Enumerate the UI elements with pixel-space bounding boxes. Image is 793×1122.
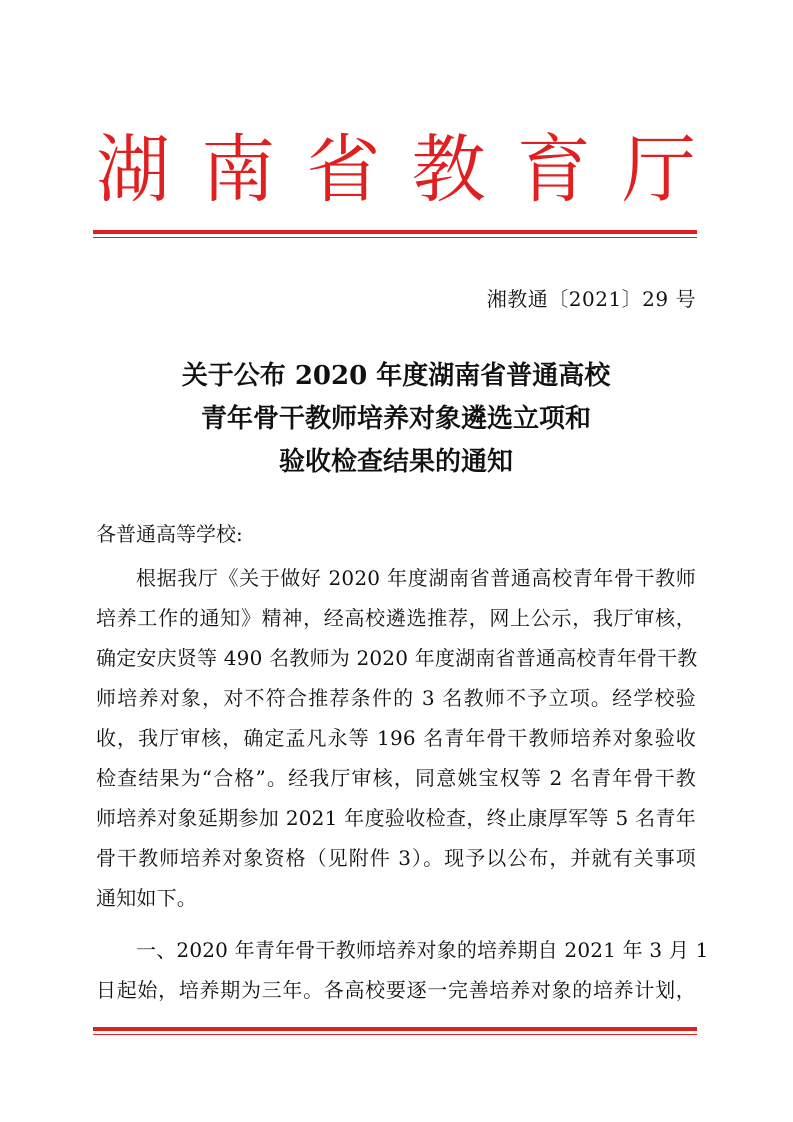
title-line: 关于公布 2020 年度湖南省普通高校 <box>181 361 611 391</box>
paragraph-2 <box>96 930 709 1010</box>
body-line: 根据我厅《关于做好 2020 年度湖南省普通高校青年骨干教师 <box>136 566 696 590</box>
header-rule-thin <box>93 237 697 238</box>
body-line: 通知如下。 <box>96 886 197 910</box>
agency-char: 教 <box>411 127 486 213</box>
body-line: 日起始，培养期为三年。各高校要逐一完善培养对象的培养计划， <box>96 978 696 1002</box>
footer-rule-thick <box>93 1027 697 1031</box>
body-line: 检查结果为“合格”。经我厅审核，同意姚宝权等 2 名青年骨干教 <box>96 766 696 790</box>
title-line: 验收检查结果的通知 <box>278 447 513 477</box>
document-number: 湘教通〔2021〕29 号 <box>486 287 696 311</box>
issuing-agency-header <box>96 120 696 220</box>
addressee: 各普通高等学校: <box>96 522 243 546</box>
agency-char: 厅 <box>621 127 696 213</box>
agency-char: 湖 <box>96 127 170 213</box>
agency-char: 育 <box>516 127 591 213</box>
paragraph-gap <box>96 918 696 930</box>
title-line: 青年骨干教师培养对象遴选立项和 <box>200 404 591 434</box>
paragraph-1 <box>96 558 696 918</box>
agency-char: 南 <box>201 127 276 213</box>
document-title <box>96 355 696 484</box>
footer-rule-thin <box>93 1034 697 1035</box>
body-line: 收，我厅审核，确定孟凡永等 196 名青年骨干教师培养对象验收 <box>96 726 696 750</box>
body-text <box>96 558 709 1010</box>
header-red-rule <box>93 230 697 238</box>
agency-char: 省 <box>306 127 381 213</box>
body-line: 师培养对象延期参加 2021 年度验收检查，终止康厚军等 5 名青年 <box>96 806 696 830</box>
body-line: 培养工作的通知》精神，经高校遴选推荐，网上公示，我厅审核， <box>96 606 696 630</box>
body-line: 骨干教师培养对象资格（见附件 3）。现予以公布，并就有关事项 <box>96 846 696 870</box>
footer-red-rule <box>93 1027 697 1035</box>
body-line: 师培养对象，对不符合推荐条件的 3 名教师不予立项。经学校验 <box>96 686 696 710</box>
body-line: 一、2020 年青年骨干教师培养对象的培养期自 2021 年 3 月 1 <box>136 938 709 962</box>
body-line: 确定安庆贤等 490 名教师为 2020 年度湖南省普通高校青年骨干教 <box>96 646 698 670</box>
header-rule-thick <box>93 230 697 234</box>
